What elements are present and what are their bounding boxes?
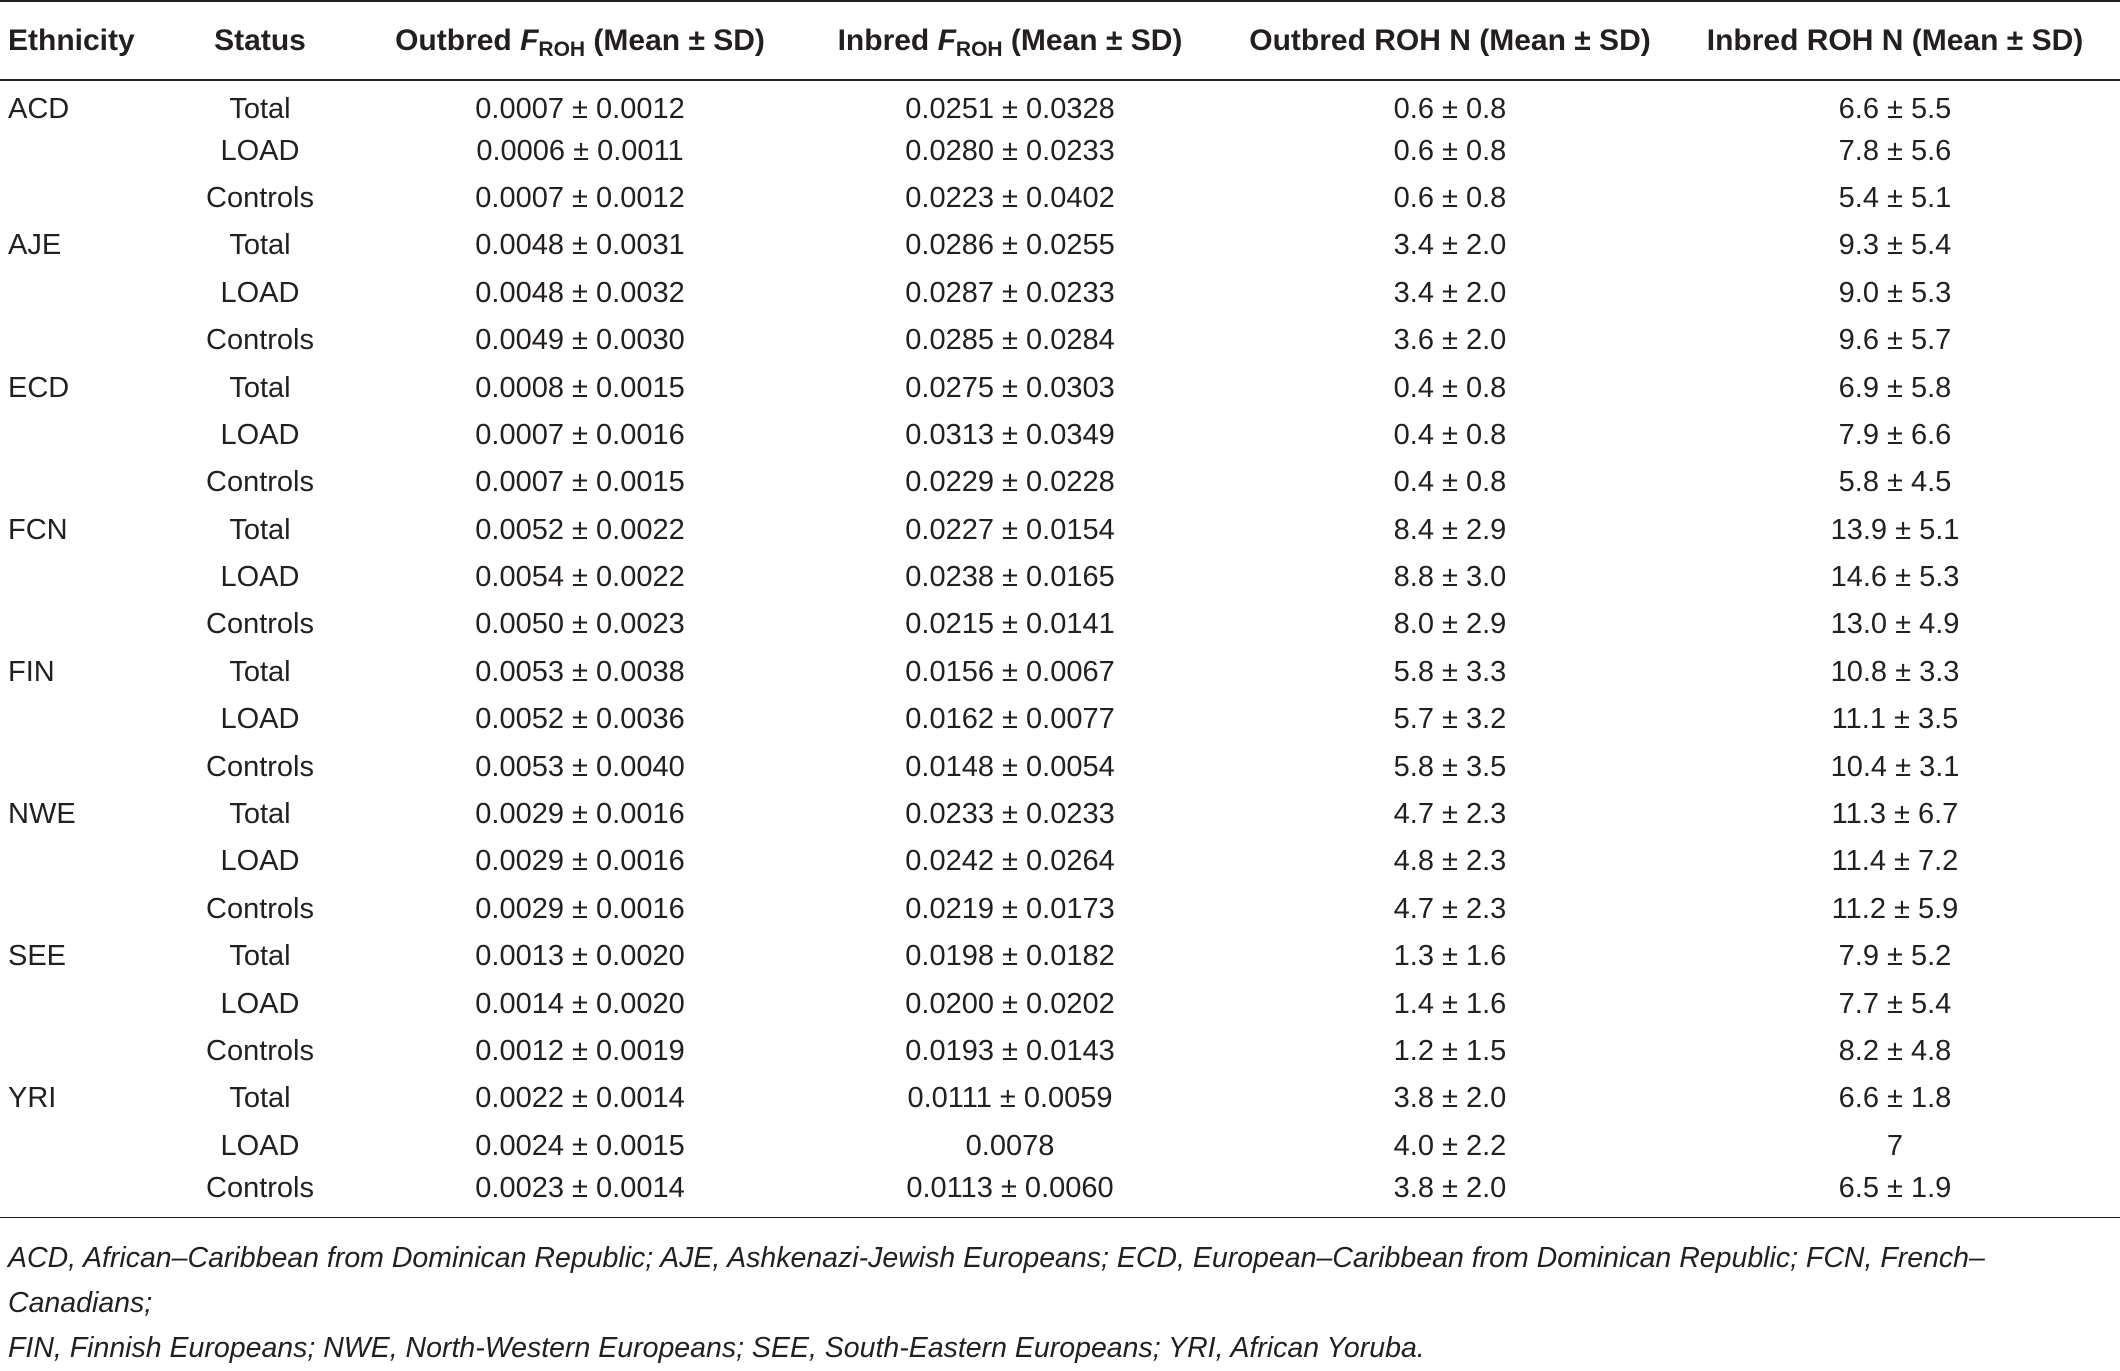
table-row [0, 317, 2120, 364]
cell-ethnicity [0, 554, 150, 601]
cell-outbred-roh-n: 3.8 ± 2.0 [1393, 1082, 1507, 1115]
cell-ethnicity: ACD [8, 92, 70, 125]
cell-ethnicity: ECD [8, 371, 70, 404]
cell-outbred-froh: 0.0007 ± 0.0016 [475, 418, 685, 451]
cell-inbred-roh-n: 10.8 ± 3.3 [1830, 655, 1960, 688]
cell-outbred-roh-n: 4.7 ± 2.3 [1393, 892, 1507, 925]
table-row [0, 507, 2120, 554]
cell-status: Controls [206, 892, 314, 925]
footnote-line-1: ACD, African–Caribbean from Dominican Republic; AJE, Ashkenazi-Jewish Europeans; ECD, European–Caribbean from Dominican Republic; FCN, French–Canadians; [8, 1242, 1985, 1319]
cell-ethnicity [0, 270, 150, 317]
cell-outbred-roh-n: 4.8 ± 2.3 [1393, 845, 1507, 878]
table-row [0, 886, 2120, 933]
cell-outbred-froh: 0.0006 ± 0.0011 [476, 134, 684, 167]
cell-outbred-roh-n: 3.8 ± 2.0 [1230, 1170, 1670, 1217]
cell-outbred-roh-n: 8.0 ± 2.9 [1393, 608, 1507, 641]
cell-ethnicity [0, 1028, 150, 1075]
cell-outbred-froh: 0.0049 ± 0.0030 [475, 324, 685, 357]
cell-ethnicity [0, 601, 150, 648]
header-outbred-froh-f: F [520, 23, 539, 57]
cell-ethnicity [0, 838, 150, 885]
cell-outbred-froh: 0.0023 ± 0.0014 [370, 1170, 790, 1217]
cell-inbred-roh-n: 9.6 ± 5.7 [1838, 324, 1952, 357]
cell-outbred-roh-n: 1.2 ± 1.5 [1393, 1035, 1507, 1067]
cell-outbred-froh: 0.0052 ± 0.0036 [475, 703, 685, 736]
table-row [0, 696, 2120, 743]
cell-inbred-froh: 0.0233 ± 0.0233 [905, 798, 1115, 831]
cell-status: Total [229, 229, 291, 262]
cell-outbred-froh: 0.0029 ± 0.0016 [475, 845, 685, 878]
table-row [0, 649, 2120, 696]
cell-ethnicity [0, 1123, 150, 1170]
cell-outbred-froh: 0.0053 ± 0.0040 [475, 750, 685, 783]
table-body [0, 80, 2120, 1217]
cell-outbred-roh-n: 0.4 ± 0.8 [1393, 371, 1507, 404]
cell-outbred-froh: 0.0029 ± 0.0016 [475, 892, 685, 925]
cell-outbred-roh-n: 5.8 ± 3.5 [1393, 750, 1507, 783]
cell-status: LOAD [220, 1129, 300, 1162]
cell-inbred-roh-n: 7.9 ± 6.6 [1838, 418, 1952, 451]
cell-outbred-froh: 0.0007 ± 0.0012 [475, 92, 685, 125]
cell-ethnicity [0, 175, 150, 222]
cell-inbred-roh-n: 6.6 ± 1.8 [1838, 1082, 1952, 1115]
cell-ethnicity: NWE [8, 798, 76, 831]
cell-outbred-froh: 0.0007 ± 0.0012 [475, 181, 685, 214]
header-inbred-froh-sub: ROH [955, 37, 1003, 61]
table-row [0, 175, 2120, 222]
cell-ethnicity [0, 980, 150, 1027]
cell-outbred-roh-n: 3.4 ± 2.0 [1393, 229, 1507, 262]
cell-status: Total [229, 655, 291, 688]
header-outbred-froh-post: (Mean ± SD) [585, 23, 765, 57]
table-row [0, 222, 2120, 269]
cell-inbred-roh-n: 11.3 ± 6.7 [1831, 798, 1959, 831]
cell-status: LOAD [220, 703, 300, 736]
cell-inbred-roh-n: 7.8 ± 5.6 [1838, 134, 1952, 167]
cell-outbred-froh: 0.0052 ± 0.0022 [475, 513, 685, 546]
cell-outbred-froh: 0.0024 ± 0.0015 [475, 1129, 685, 1162]
header-outbred-froh [370, 1, 790, 80]
table-row [0, 933, 2120, 980]
cell-status: Controls [206, 1035, 314, 1067]
table-header [0, 1, 2120, 80]
cell-outbred-froh: 0.0029 ± 0.0016 [475, 798, 685, 831]
cell-inbred-roh-n: 8.2 ± 4.8 [1838, 1035, 1952, 1067]
cell-inbred-roh-n: 7.9 ± 5.2 [1838, 940, 1952, 973]
cell-outbred-roh-n: 5.8 ± 3.3 [1393, 655, 1507, 688]
header-outbred-froh-sub: ROH [538, 37, 586, 61]
cell-inbred-froh: 0.0215 ± 0.0141 [905, 608, 1115, 641]
cell-outbred-froh: 0.0012 ± 0.0019 [475, 1035, 685, 1067]
cell-inbred-roh-n: 6.6 ± 5.5 [1838, 92, 1952, 125]
cell-ethnicity [0, 696, 150, 743]
cell-inbred-roh-n: 7.7 ± 5.4 [1838, 987, 1952, 1020]
cell-inbred-roh-n: 9.3 ± 5.4 [1838, 229, 1952, 262]
cell-outbred-froh: 0.0050 ± 0.0023 [475, 608, 685, 641]
cell-inbred-roh-n: 11.1 ± 3.5 [1831, 703, 1959, 736]
table-row [0, 459, 2120, 506]
cell-outbred-roh-n: 4.7 ± 2.3 [1393, 798, 1507, 831]
cell-outbred-froh: 0.0013 ± 0.0020 [475, 940, 685, 973]
table-row [0, 1170, 2120, 1217]
cell-outbred-roh-n: 0.6 ± 0.8 [1393, 134, 1507, 167]
table-row [0, 412, 2120, 459]
cell-outbred-roh-n: 1.3 ± 1.6 [1393, 940, 1507, 973]
cell-inbred-froh: 0.0111 ± 0.0059 [907, 1082, 1113, 1115]
cell-inbred-froh: 0.0229 ± 0.0228 [905, 466, 1115, 499]
cell-inbred-froh: 0.0148 ± 0.0054 [905, 750, 1115, 783]
cell-inbred-froh: 0.0242 ± 0.0264 [905, 845, 1115, 878]
table-row [0, 270, 2120, 317]
cell-status: Total [229, 940, 291, 973]
cell-inbred-froh: 0.0287 ± 0.0233 [905, 276, 1115, 309]
cell-ethnicity [0, 127, 150, 174]
cell-status: Total [229, 371, 291, 404]
cell-outbred-froh: 0.0054 ± 0.0022 [475, 561, 685, 594]
cell-inbred-roh-n: 10.4 ± 3.1 [1830, 750, 1960, 783]
cell-inbred-roh-n: 13.9 ± 5.1 [1830, 513, 1960, 546]
cell-ethnicity: SEE [8, 940, 67, 973]
cell-status: Total [229, 92, 291, 125]
cell-inbred-roh-n: 6.9 ± 5.8 [1838, 371, 1952, 404]
cell-outbred-froh: 0.0048 ± 0.0032 [475, 276, 685, 309]
cell-ethnicity [0, 317, 150, 364]
footnote-line-2: FIN, Finnish Europeans; NWE, North-Western Europeans; SEE, South-Eastern Europeans; YRI, African Yoruba. [8, 1332, 1425, 1364]
cell-status: Total [229, 798, 291, 831]
cell-inbred-froh: 0.0193 ± 0.0143 [905, 1035, 1115, 1067]
cell-status: LOAD [220, 987, 300, 1020]
cell-outbred-roh-n: 3.6 ± 2.0 [1393, 324, 1507, 357]
cell-inbred-roh-n: 5.4 ± 5.1 [1838, 181, 1952, 214]
cell-outbred-roh-n: 0.6 ± 0.8 [1393, 92, 1507, 125]
table-row [0, 80, 2120, 127]
cell-outbred-froh: 0.0053 ± 0.0038 [475, 655, 685, 688]
cell-outbred-froh: 0.0014 ± 0.0020 [475, 987, 685, 1020]
cell-status: LOAD [220, 276, 300, 309]
cell-outbred-roh-n: 8.4 ± 2.9 [1393, 513, 1507, 546]
cell-outbred-froh: 0.0022 ± 0.0014 [475, 1082, 685, 1115]
cell-outbred-froh: 0.0007 ± 0.0015 [475, 466, 685, 499]
cell-outbred-roh-n: 8.8 ± 3.0 [1393, 561, 1507, 594]
cell-inbred-froh: 0.0227 ± 0.0154 [905, 513, 1115, 546]
header-inbred-roh-n: Inbred ROH N (Mean ± SD) [1670, 1, 2120, 80]
cell-inbred-froh: 0.0280 ± 0.0233 [905, 134, 1115, 167]
header-inbred-froh-post: (Mean ± SD) [1002, 23, 1183, 57]
cell-status: LOAD [220, 845, 300, 878]
cell-ethnicity [0, 1170, 150, 1217]
table-row [0, 791, 2120, 838]
cell-inbred-froh: 0.0285 ± 0.0284 [905, 324, 1115, 357]
table-row [0, 1123, 2120, 1170]
cell-status: LOAD [220, 561, 300, 594]
cell-inbred-roh-n: 6.5 ± 1.9 [1670, 1170, 2120, 1217]
cell-outbred-roh-n: 0.4 ± 0.8 [1393, 418, 1507, 451]
table-row [0, 1075, 2120, 1122]
cell-inbred-froh: 0.0251 ± 0.0328 [905, 92, 1115, 125]
cell-status: Controls [206, 181, 314, 214]
cell-ethnicity: FIN [8, 655, 55, 688]
cell-outbred-roh-n: 4.0 ± 2.2 [1393, 1129, 1507, 1162]
cell-inbred-froh: 0.0223 ± 0.0402 [905, 181, 1115, 214]
cell-outbred-froh: 0.0008 ± 0.0015 [475, 371, 685, 404]
header-inbred-froh-f: F [937, 23, 956, 57]
cell-status: Controls [206, 466, 314, 499]
table-row [0, 127, 2120, 174]
cell-inbred-froh: 0.0219 ± 0.0173 [905, 892, 1115, 925]
header-ethnicity: Ethnicity [0, 1, 150, 80]
cell-status: Controls [206, 750, 314, 783]
cell-status: Total [229, 1082, 291, 1115]
header-inbred-froh-pre: Inbred [837, 23, 938, 57]
table-row [0, 980, 2120, 1027]
table-row [0, 838, 2120, 885]
cell-inbred-roh-n: 9.0 ± 5.3 [1838, 276, 1952, 309]
cell-status: LOAD [220, 418, 300, 451]
header-outbred-roh-n: Outbred ROH N (Mean ± SD) [1230, 1, 1670, 80]
cell-status: Controls [206, 608, 314, 641]
cell-inbred-roh-n: 11.4 ± 7.2 [1831, 845, 1959, 878]
cell-outbred-roh-n: 1.4 ± 1.6 [1393, 987, 1507, 1020]
table-row [0, 364, 2120, 411]
cell-ethnicity [0, 743, 150, 790]
table-row [0, 601, 2120, 648]
cell-ethnicity [0, 459, 150, 506]
cell-inbred-froh: 0.0162 ± 0.0077 [905, 703, 1115, 736]
cell-status: LOAD [220, 134, 300, 167]
cell-inbred-froh: 0.0275 ± 0.0303 [905, 371, 1115, 404]
cell-status: Total [229, 513, 291, 546]
cell-status: Controls [150, 1170, 370, 1217]
table-footnote [8, 1236, 2108, 1371]
cell-ethnicity: YRI [8, 1082, 57, 1115]
cell-outbred-roh-n: 3.4 ± 2.0 [1393, 276, 1507, 309]
cell-inbred-roh-n: 11.2 ± 5.9 [1831, 892, 1959, 925]
cell-inbred-froh: 0.0198 ± 0.0182 [905, 940, 1115, 973]
cell-inbred-froh: 0.0286 ± 0.0255 [905, 229, 1115, 262]
cell-inbred-froh: 0.0200 ± 0.0202 [905, 987, 1115, 1020]
cell-inbred-froh: 0.0313 ± 0.0349 [905, 418, 1115, 451]
header-outbred-froh-pre: Outbred [395, 23, 521, 57]
cell-inbred-roh-n: 14.6 ± 5.3 [1830, 561, 1960, 594]
header-status: Status [150, 1, 370, 80]
cell-inbred-froh: 0.0078 [965, 1129, 1055, 1162]
header-inbred-froh [790, 1, 1230, 80]
cell-inbred-froh: 0.0156 ± 0.0067 [905, 655, 1115, 688]
cell-inbred-froh: 0.0113 ± 0.0060 [790, 1170, 1230, 1217]
cell-outbred-roh-n: 0.6 ± 0.8 [1393, 181, 1507, 214]
cell-ethnicity [0, 886, 150, 933]
table-row [0, 554, 2120, 601]
cell-outbred-roh-n: 5.7 ± 3.2 [1393, 703, 1507, 736]
cell-inbred-roh-n: 13.0 ± 4.9 [1830, 608, 1960, 641]
cell-outbred-froh: 0.0048 ± 0.0031 [475, 229, 685, 262]
cell-inbred-roh-n: 5.8 ± 4.5 [1838, 466, 1952, 499]
cell-ethnicity [0, 412, 150, 459]
cell-inbred-froh: 0.0238 ± 0.0165 [905, 561, 1115, 594]
cell-ethnicity: AJE [8, 229, 62, 262]
cell-ethnicity: FCN [8, 513, 68, 546]
header-row [0, 1, 2120, 80]
cell-inbred-roh-n: 7 [1886, 1129, 1904, 1162]
cell-outbred-roh-n: 0.4 ± 0.8 [1393, 466, 1507, 499]
table-row [0, 1028, 2120, 1075]
table-row [0, 743, 2120, 790]
cell-status: Controls [206, 324, 314, 357]
